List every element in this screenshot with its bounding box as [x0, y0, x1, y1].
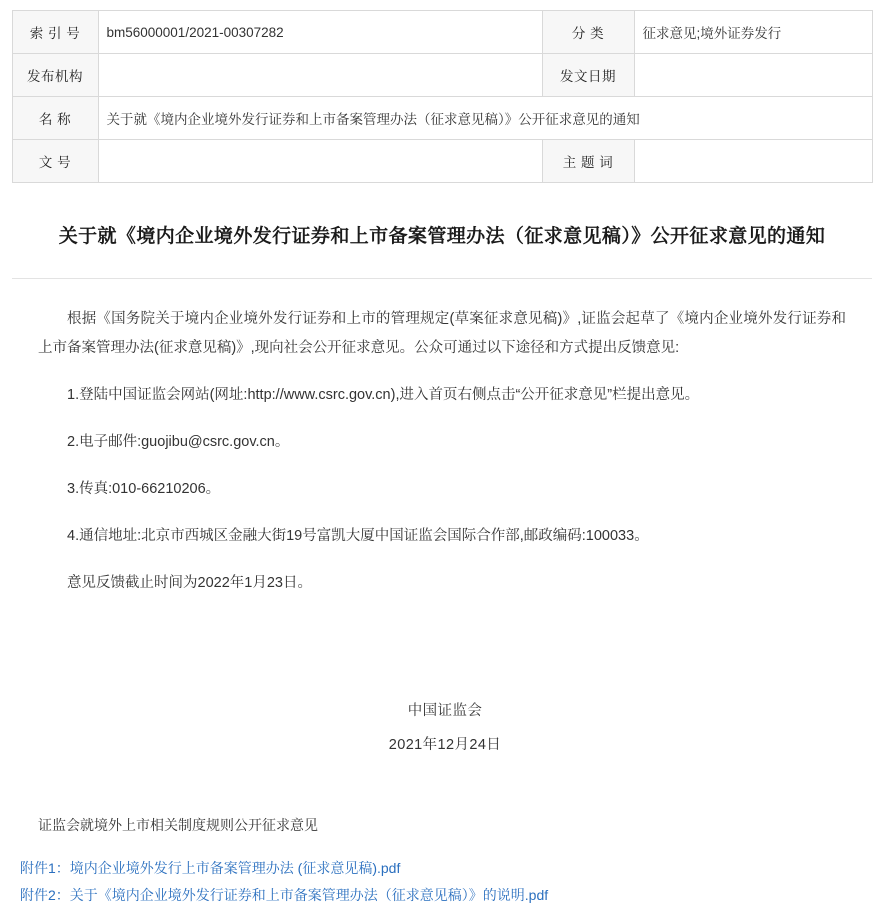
- meta-label-name: [12, 97, 98, 140]
- footer-section: [12, 763, 872, 918]
- table-row: [12, 11, 872, 54]
- meta-label-text: 分 类: [571, 26, 605, 41]
- meta-value-name: 关于就《境内企业境外发行证券和上市备案管理办法（征求意见稿）》公开征求意见的通知: [98, 97, 872, 140]
- meta-label-text: 名 称: [38, 112, 72, 127]
- meta-label-text: 主 题 词: [562, 155, 614, 170]
- meta-label-subject-word: [542, 140, 634, 183]
- meta-value-document-number: [98, 140, 542, 183]
- page-title: 关于就《境内企业境外发行证券和上市备案管理办法（征求意见稿）》公开征求意见的通知: [58, 226, 826, 247]
- meta-label-publish-date: [542, 54, 634, 97]
- body-item-website: 1.登陆中国证监会网站(网址:http://www.csrc.gov.cn),进入首页右侧点击“公开征求意见”栏提出意见。: [67, 386, 700, 403]
- table-row: [12, 140, 872, 183]
- meta-label-text: 文 号: [38, 155, 72, 170]
- meta-label-document-number: [12, 140, 98, 183]
- body-paragraph-intro: 根据《国务院关于境内企业境外发行证券和上市的管理规定(草案征求意见稿)》,证监会起草了《境内企业境外发行证券和上市备案管理办法(征求意见稿)》,现向社会公开征求意见。公众可通过以下途径和方式提出反馈意见:: [38, 310, 846, 356]
- attachment-link-2[interactable]: 附件2：关于《境内企业境外发行证券和上市备案管理办法（征求意见稿）》的说明.pdf: [20, 886, 549, 903]
- meta-label-text: 发文日期: [560, 69, 616, 84]
- attachment-link-1[interactable]: 附件1：境内企业境外发行上市备案管理办法 (征求意见稿).pdf: [20, 860, 401, 877]
- meta-label-publisher: [12, 54, 98, 97]
- table-row: [12, 54, 872, 97]
- document-body: [12, 279, 872, 764]
- signature-block: [38, 694, 846, 764]
- document-metadata-table: [12, 10, 873, 183]
- body-item-fax: 3.传真:010-66210206。: [67, 480, 221, 497]
- meta-value-subject-word: [634, 140, 872, 183]
- body-item-mail-address: 4.通信地址:北京市西城区金融大街19号富凯大厦中国证监会国际合作部,邮政编码:100033。: [67, 527, 649, 544]
- meta-label-text: 索 引 号: [29, 26, 81, 41]
- signature-date: 2021年12月24日: [388, 737, 502, 754]
- signature-organization: 中国证监会: [407, 702, 483, 719]
- meta-value-category: 征求意见;境外证券发行: [634, 11, 872, 54]
- footer-note: 证监会就境外上市相关制度规则公开征求意见: [38, 817, 318, 834]
- body-item-email: 2.电子邮件:guojibu@csrc.gov.cn。: [67, 433, 290, 450]
- meta-value-publisher: [98, 54, 542, 97]
- body-deadline: 意见反馈截止时间为2022年1月23日。: [67, 574, 312, 591]
- table-row: [12, 97, 872, 140]
- meta-value-publish-date: [634, 54, 872, 97]
- meta-label-index-number: [12, 11, 98, 54]
- meta-value-index-number: bm56000001/2021-00307282: [98, 11, 542, 54]
- meta-label-category: [542, 11, 634, 54]
- meta-label-text: 发布机构: [27, 69, 83, 84]
- title-section: [12, 183, 872, 279]
